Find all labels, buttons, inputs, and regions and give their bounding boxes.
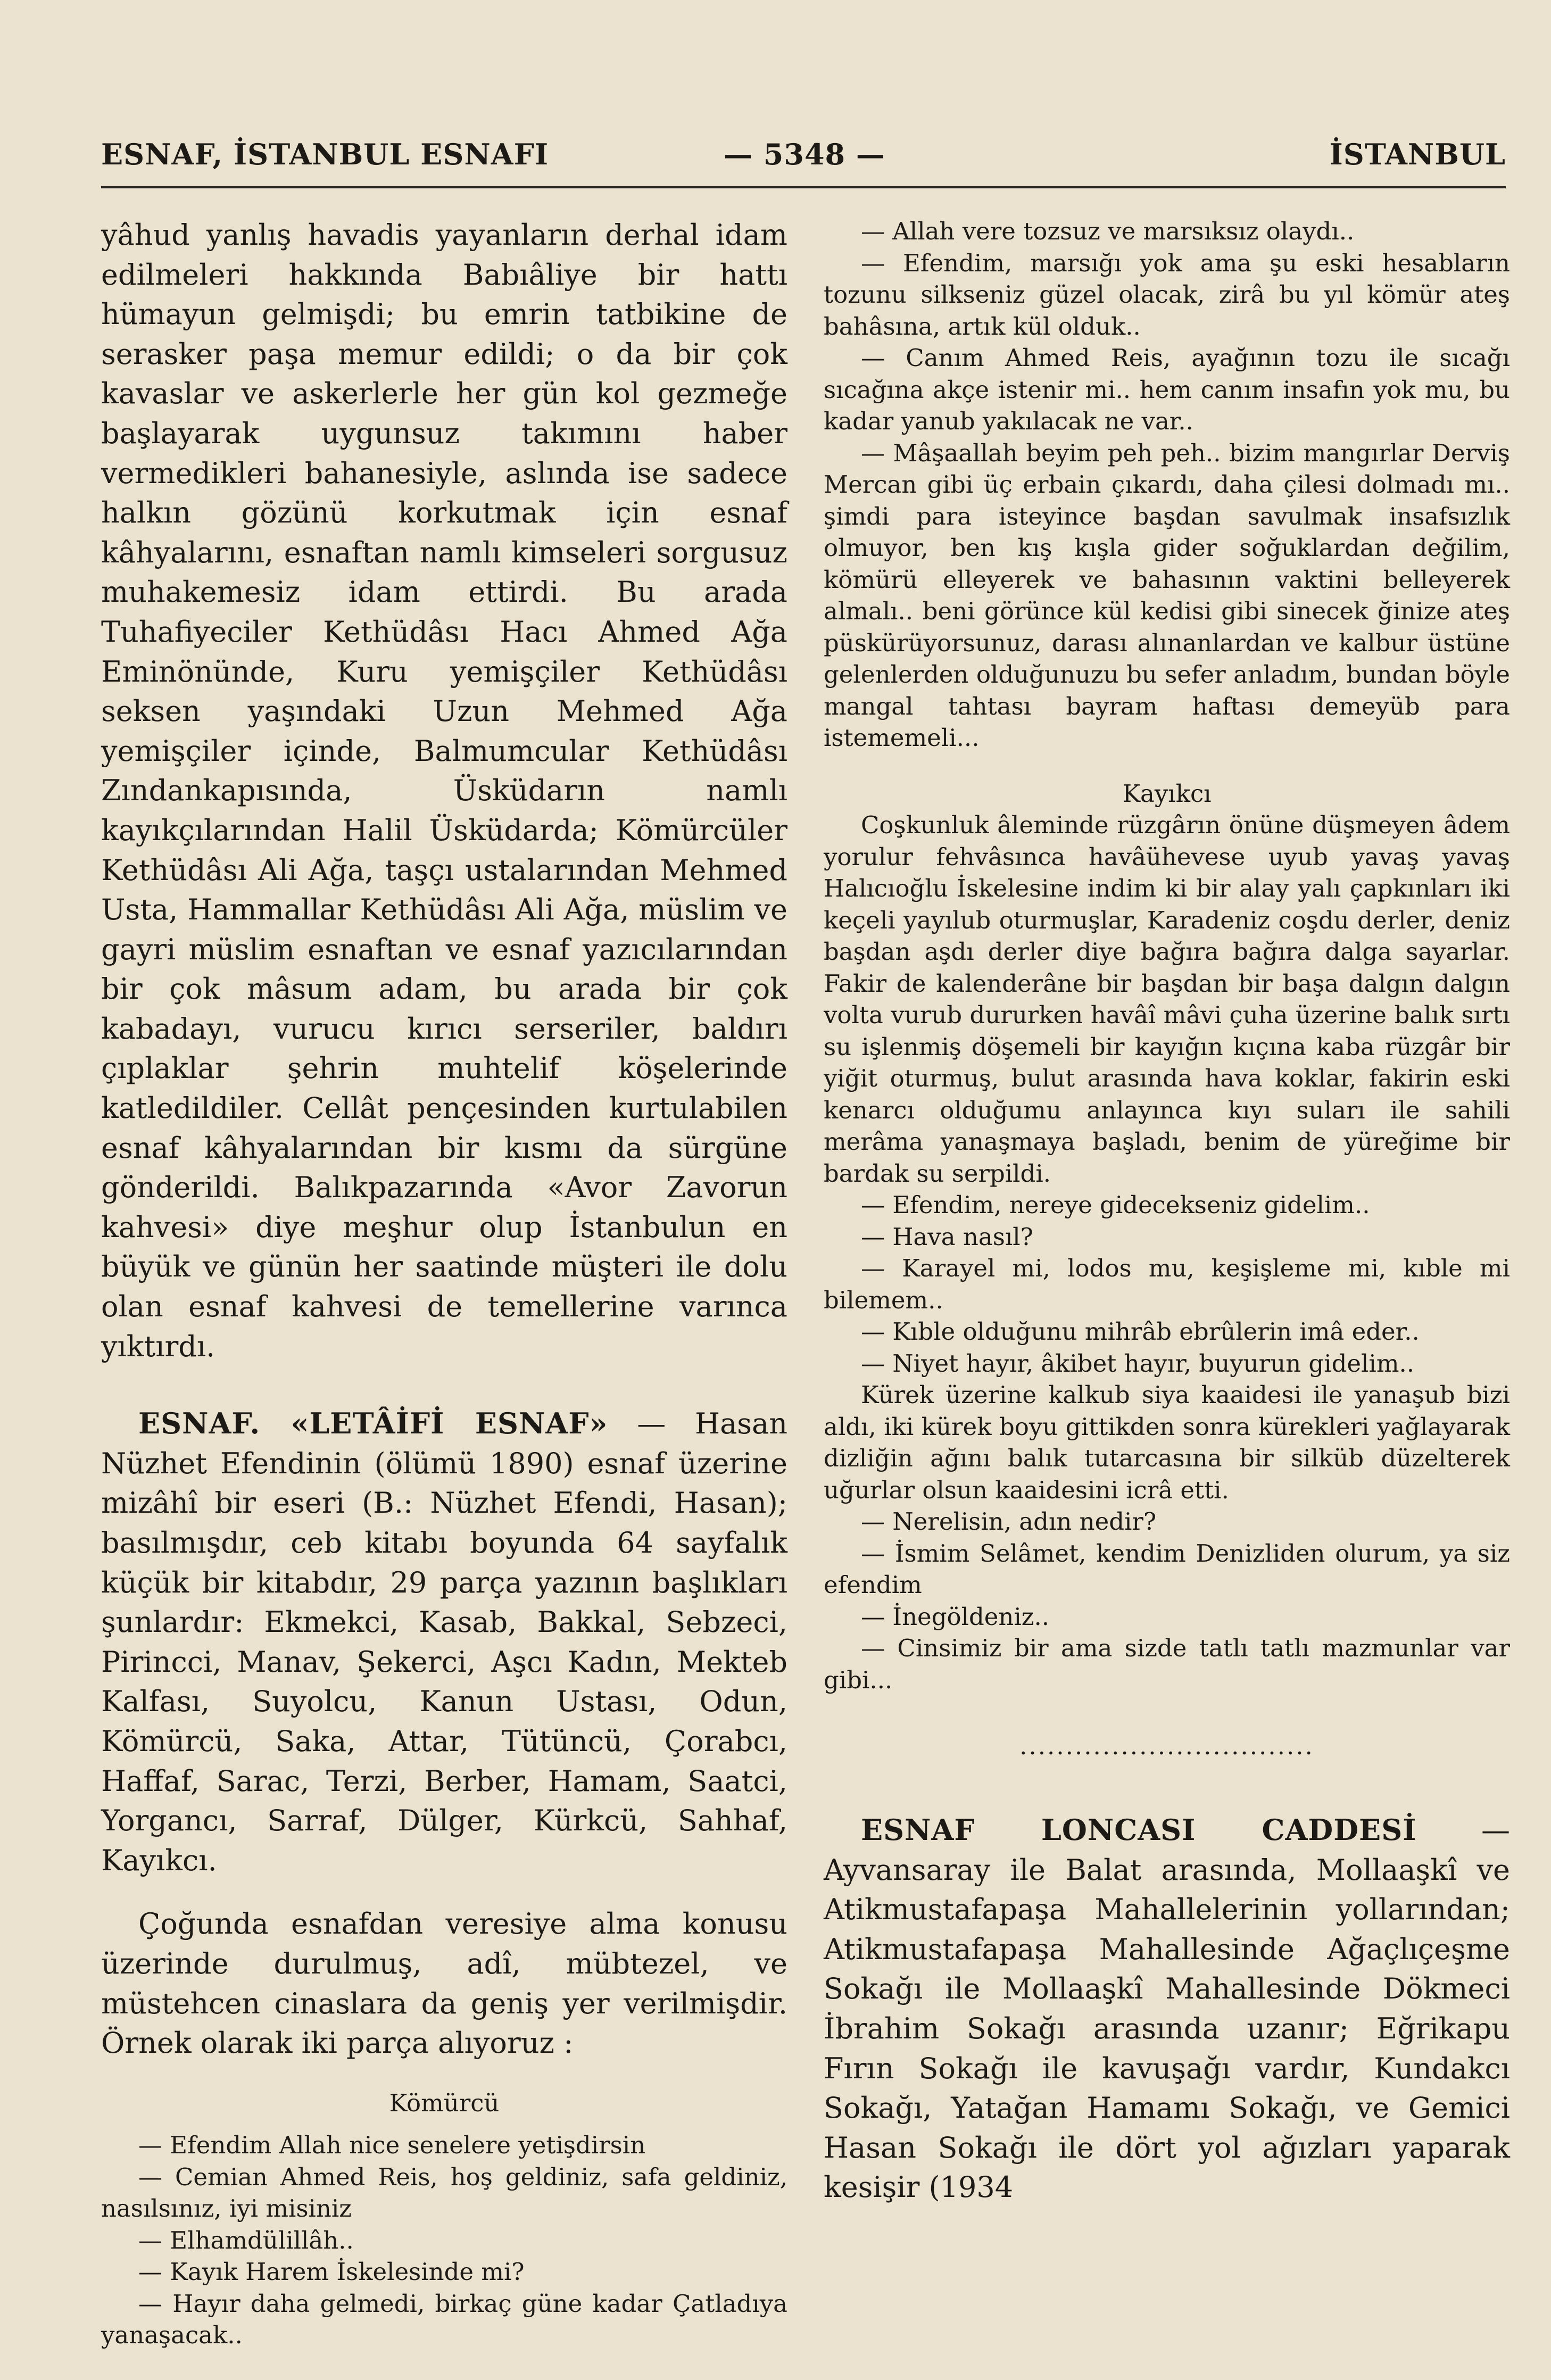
dialogue-line: — Karayel mi, lodos mu, keşişleme mi, kıble mi bilemem.. xyxy=(824,1254,1510,1314)
header-rule xyxy=(101,186,1506,188)
dialogue-line: — Kıble olduğunu mihrâb ebrûlerin imâ eder.. xyxy=(861,1317,1420,1346)
dialogue-line: — Efendim Allah nice senelere yetişdirsin xyxy=(138,2131,646,2160)
dialogue-line: — Hayır daha gelmedi, birkaç güne kadar Çatladıya yanaşacak.. xyxy=(101,2289,787,2350)
dialogue-line: — Efendim, marsığı yok ama şu eski hesabların tozunu silkseniz güzel olacak, zirâ bu yıl kömür ateş bahâsına, artık kül olduk.. xyxy=(824,248,1510,341)
entry-text: — Hasan Nüzhet Efendinin (ölümü 1890) esnaf üzerine mizâhî bir eseri (B.: Nüzhet Efendi, Hasan); basılmışdır, ceb kitabı boyunda 64 sayfalık küçük bir kitabdır, 29 parça yazının başlıkları şunlardır: Ekmekci, Kasab, Bakkal, Sebzeci, Pirincci, Manav, Şekerci, Aşcı Kadın, Mekteb Kalfası, Suyolcu, Kanun Ustası, Odun, Kömürcü, Saka, Attar, Tütüncü, Çorabcı, Haffaf, Sarac, Terzi, Berber, Hamam, Saatci, Yorgancı, Sarraf, Dülger, Kürkcü, Sahhaf, Kayıkcı. xyxy=(101,1407,787,1877)
paragraph-executions: yâhud yanlış havadis yayanların derhal idam edilmeleri hakkında Babıâliye bir hattı hümayun gelmişdi; bu emrin tatbikine de serasker paşa memur edildi; o da bir çok kavaslar ve askerlerle her gün kol gezmeğe başlayarak uygunsuz takımını haber vermedikleri bahanesiyle, aslında ise sadece halkın gözünü korkutmak için esnaf kâhyalarını, esnaftan namlı kimseleri sorgusuz muhakemesiz idam ettirdi. Bu arada Tuhafiyeciler Kethüdâsı Hacı Ahmed Ağa Eminönünde, Kuru yemişçiler Kethüdâsı seksen yaşındaki Uzun Mehmed Ağa yemişçiler içinde, Balmumcular Kethüdâsı Zındankapısında, Üsküdarın namlı kayıkçılarından Halil Üsküdarda; Kömürcüler Kethüdâsı Ali Ağa, taşçı ustalarından Mehmed Usta, Hammallar Kethüdâsı Ali Ağa, müslim ve gayri müslim esnaftan ve esnaf yazıcılarından bir çok mâsum adam, bu arada bir çok kabadayı, vurucu kırıcı serseriler, baldırı çıplaklar şehrin muhtelif köşelerinde katledildiler. Cellât pençesinden kurtulabilen esnaf kâhyalarından bir kısmı da sürgüne gönderildi. Balıkpazarında «Avor Zavorun kahvesi» diye meşhur olup İstanbulun en büyük ve günün her saatinde müşteri ile dolu olan esnaf kahvesi de temellerine varınca yıktırdı. xyxy=(101,218,787,1363)
header-section-title: ESNAF, İSTANBUL ESNAFI xyxy=(101,137,549,171)
dialogue-line: — İnegöldeniz.. xyxy=(861,1602,1050,1631)
entry-esnaf-loncasi-caddesi xyxy=(824,1810,1510,2208)
page-number: — 5348 — xyxy=(724,137,885,171)
dialogue-line: — Mâşaallah beyim peh peh.. bizim mangırlar Derviş Mercan gibi üç erbain çıkardı, daha çilesi dolmadı mı.. şimdi para isteyince başdan savulmak insafsızlık olmuyor, ben kış kışla gider soğuklardan değilim, kömürü elleyerek ve bahasının vaktini belleyerek almalı.. beni görünce kül kedisi gibi sinecek ğinize ateş püskürüyorsunuz, darası alınanlardan ve kalbur üstüne gelenlerden olduğunuzu bu sefer anladım, bundan böyle mangal tahtası bayram haftası demeyüb para istememeli... xyxy=(824,438,1510,752)
dialogue-line: — Kayık Harem İskelesinde mi? xyxy=(138,2258,525,2286)
entry-letaifi-esnaf xyxy=(101,1404,787,1880)
dialogue-line: — Niyet hayır, âkibet hayır, buyurun gidelim.. xyxy=(861,1349,1415,1378)
dialogue-line: — Allah vere tozsuz ve marsıksız olaydı.. xyxy=(861,217,1355,245)
dialogue-line: — Canım Ahmed Reis, ayağının tozu ile sıcağı sıcağına akçe istenir mi.. hem canım insafın yok mu, bu kadar yanub yakılacak ne var.. xyxy=(824,344,1510,435)
entry-title: ESNAF. «LETÂİFİ ESNAF» xyxy=(138,1406,608,1441)
dialogue-line: — İsmim Selâmet, kendim Denizliden olurum, ya siz efendim xyxy=(824,1539,1510,1599)
dialogue-line: — Nerelisin, adın nedir? xyxy=(861,1507,1157,1536)
dialogue-line: — Cinsimiz bir ama sizde tatlı tatlı mazmunlar var gibi... xyxy=(824,1634,1510,1694)
paragraph-examples: Çoğunda esnafdan veresiye alma konusu üzerinde durulmuş, adî, mübtezel, ve müstehcen cinaslara da geniş yer verilmişdir. Örnek olarak iki parça alıyoruz : xyxy=(101,1907,787,2060)
narrative-paragraph: Coşkunluk âleminde rüzgârın önüne düşmeyen âdem yorulur fehvâsınca havâühevese uyub yavaş yavaş Halıcıoğlu İskelesine indim ki bir alay yalı çapkınları iki keçeli yayılub oturmuşlar, Karadeniz coşdu derler, deniz başdan aşdı derler diye bağıra bağıra dalga sayarlar. Fakir de kalenderâne bir başdan bir başa dalgın dalgın volta vurub dururken havâî mâvi çuha üzerine balık sırtı su işlenmiş döşemeli bir kayığın kıçına kaba rüzgâr bir yiğit oturmuş, bulut arasında hava koklar, fakirin eski kenarcı olduğumu anlayınca kıyı suları ile sahili merâma yanaşmaya başladı, benim de yüreğime bir bardak su serpildi. xyxy=(824,811,1510,1188)
running-header xyxy=(101,137,1506,190)
entry-title: ESNAF LONCASI CADDESİ xyxy=(861,1813,1417,1847)
subheading-kayikci: Kayıkcı xyxy=(1122,779,1212,808)
header-city-title: İSTANBUL xyxy=(1329,137,1506,171)
dialogue-line: — Efendim, nereye gidecekseniz gidelim.. xyxy=(861,1191,1370,1219)
narrative-paragraph: Kürek üzerine kalkub siya kaaidesi ile yanaşub bizi aldı, iki kürek boyu gittikden sonra kürekleri yağlayarak dizliğin ağını balık tutarcasına bir silküb düzelterek uğurlar olsun kaaidesini icrâ etti. xyxy=(824,1381,1510,1504)
left-column xyxy=(101,215,787,2351)
dialogue-line: — Cemian Ahmed Reis, hoş geldiniz, safa geldiniz, nasılsınız, iyi misiniz xyxy=(101,2162,787,2223)
entry-text: — Ayvansaray ile Balat arasında, Mollaaşkî ve Atikmustafapaşa Mahallelerinin yollarından; Atikmustafapaşa Mahallesinde Ağaçlıçeşme Sokağı ile Mollaaşkî Mahallesinde Dökmeci İbrahim Sokağı arasında uzanır; Eğrikapu Fırın Sokağı ile kavuşağı vardır, Kundakcı Sokağı, Yatağan Hamamı Sokağı, ve Gemici Hasan Sokağı ile dört yol ağızları yaparak kesişir (1934 xyxy=(824,1813,1510,2204)
dialogue-line: — Hava nasıl? xyxy=(861,1222,1033,1251)
right-column xyxy=(824,215,1510,2208)
subheading-komurcu: Kömürcü xyxy=(389,2088,500,2117)
dialogue-line: — Elhamdülillâh.. xyxy=(138,2226,354,2254)
ellipsis-separator: ................................ xyxy=(1019,1732,1314,1760)
